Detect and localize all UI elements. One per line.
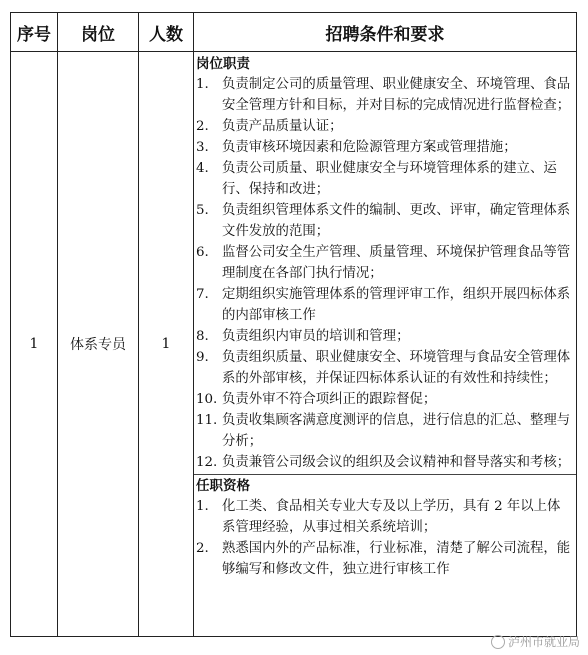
duty-item [196,137,572,158]
duty-item [196,326,572,347]
watermark [491,633,580,650]
section-divider [194,474,576,475]
duties-list [196,74,572,473]
duty-item [196,452,572,473]
wechat-logo-icon [491,635,505,649]
duty-item-text: 负责组织质量、职业健康安全、环境管理与食品安全管理体系的外部审核，并保证四标体系认证的有效性和持续性； [222,350,571,386]
watermark-text: 泸州市就业局 [507,635,580,649]
duty-item-text: 负责公司质量、职业健康安全与环境管理体系的建立、运行、保持和改进； [222,161,557,197]
duty-item-number: 6. [196,245,209,260]
qualification-item-text: 熟悉国内外的产品标准，行业标准，清楚了解公司流程，能够编写和修改文件，独立进行审核工作 [222,541,571,577]
duty-item-text: 监督公司安全生产管理、质量管理、环境保护管理食品等管理制度在各部门执行情况； [222,245,571,281]
qualification-item-text: 化工类、食品相关专业大专及以上学历，具有 2 年以上体系管理经验，从事过相关系统培训； [222,499,561,535]
duty-item-text: 负责组织内审员的培训和管理； [222,329,410,344]
duty-item [196,200,572,242]
duties-heading: 岗位职责 [196,56,250,72]
duty-item [196,410,572,452]
duty-item-text: 负责产品质量认证； [222,119,343,134]
duty-item-number: 2. [196,119,209,134]
qualifications-list [196,496,572,580]
duty-item-number: 9. [196,350,209,365]
duty-item-text: 负责制定公司的质量管理、职业健康安全、环境管理、食品安全管理方针和目标，并对目标的完成情况进行监督检查； [222,77,571,113]
recruitment-table [10,12,577,637]
row-position: 体系专员 [58,52,139,637]
header-position: 岗位 [58,13,139,52]
duty-item-number: 5. [196,203,209,218]
duty-item-text: 负责外审不符合项纠正的跟踪督促； [222,392,437,407]
header-requirements: 招聘条件和要求 [194,13,577,52]
duty-item-number: 10. [196,392,218,407]
duty-item [196,242,572,284]
duty-item-text: 负责兼管公司级会议的组织及会议精神和督导落实和考核； [222,455,571,470]
row-count: 1 [139,52,194,637]
duty-item [196,347,572,389]
header-index: 序号 [11,13,58,52]
duty-item [196,389,572,410]
duty-item-number: 7. [196,287,209,302]
duty-item [196,284,572,326]
duty-item-text: 定期组织实施管理体系的管理评审工作，组织开展四标体系的内部审核工作 [222,287,571,323]
duty-item-text: 负责组织管理体系文件的编制、更改、评审，确定管理体系文件发放的范围； [222,203,571,239]
table-row [11,52,577,637]
qualification-item-number: 2. [196,541,209,556]
duty-item-text: 负责审核环境因素和危险源管理方案或管理措施； [222,140,517,155]
duty-item-number: 4. [196,161,209,176]
duty-item-number: 1. [196,77,209,92]
duty-item [196,158,572,200]
duty-item-number: 8. [196,329,209,344]
row-index: 1 [11,52,58,637]
qualification-item [196,538,572,580]
duty-item-number: 3. [196,140,209,155]
duty-item-text: 负责收集顾客满意度测评的信息，进行信息的汇总、整理与分析； [222,413,571,449]
qualifications-heading: 任职资格 [196,478,250,494]
duty-item [196,116,572,137]
header-row [11,13,577,52]
duty-item [196,74,572,116]
header-count: 人数 [139,13,194,52]
requirements-cell [194,52,577,637]
duty-item-number: 12. [196,455,218,470]
duty-item-number: 11. [196,413,218,428]
qualification-item [196,496,572,538]
qualification-item-number: 1. [196,499,209,514]
